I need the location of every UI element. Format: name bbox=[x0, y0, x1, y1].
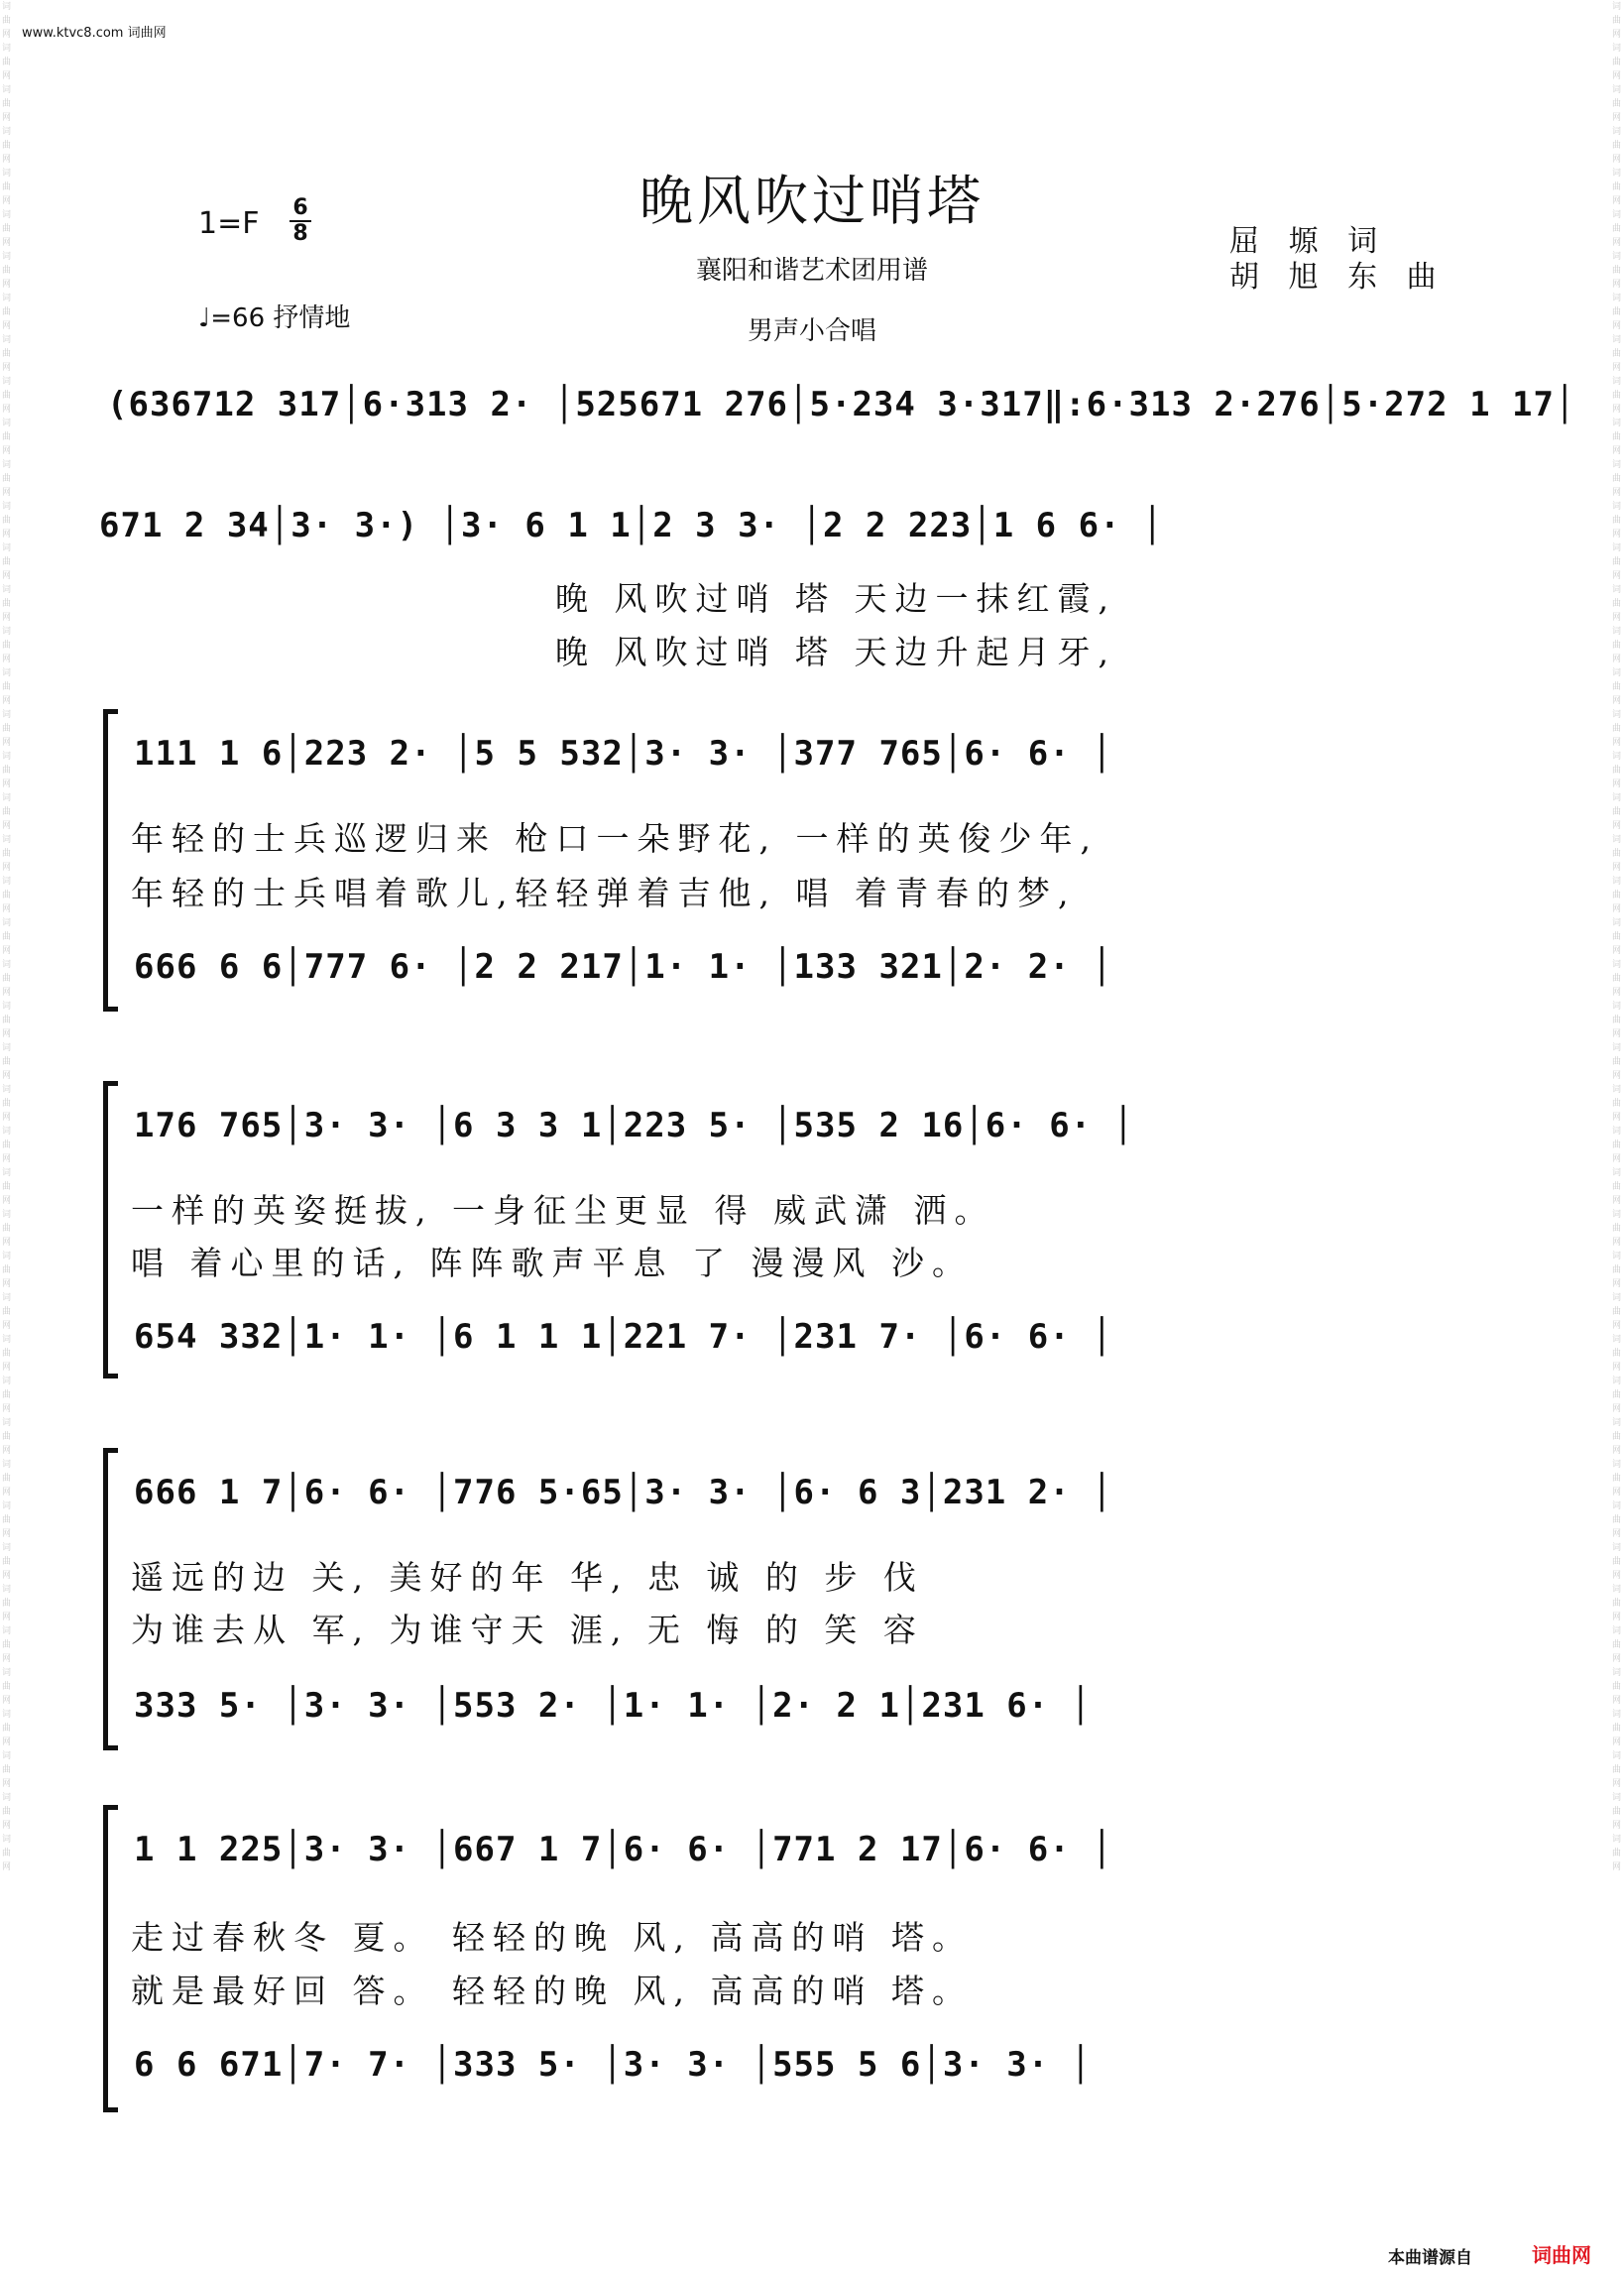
system-6-brace bbox=[103, 1805, 118, 2112]
key-signature: 1=F bbox=[198, 206, 260, 241]
time-signature bbox=[290, 196, 311, 246]
system-5-brace bbox=[103, 1448, 118, 1750]
system-3-brace bbox=[103, 709, 118, 1012]
system-4-lyrics-1: 一样的英姿挺拔, 一身征尘更显 得 威武潇 洒。 bbox=[131, 1191, 995, 1230]
meter-bottom: 8 bbox=[290, 220, 311, 246]
composer: 胡 旭 东 曲 bbox=[1229, 260, 1447, 295]
system-6-melody: 1 1 225│3· 3· │667 1 7│6· 6· │771 2 17│6· 6· │ bbox=[134, 1830, 1113, 1869]
side-watermark: 词曲网词曲网词曲网词曲网词曲网词曲网词曲网词曲网词曲网词曲网词曲网词曲网词曲网词曲网词曲网词曲网词曲网词曲网词曲网词曲网词曲网词曲网词曲网词曲网词曲网词曲网词曲网词曲网词曲网词曲网词曲网词曲网词曲网词曲网词曲网词曲网词曲网词曲网词曲网词曲网词曲网词曲网词曲网词曲网词曲网 bbox=[1612, 2, 1622, 1872]
lyricist: 屈 塬 词 bbox=[1229, 224, 1388, 259]
system-6-harmony: 6 6 671│7· 7· │333 5· │3· 3· │555 5 6│3· 3· │ bbox=[134, 2045, 1093, 2085]
site-url[interactable]: www.ktvc8.com 词曲网 bbox=[22, 26, 167, 41]
meter-top: 6 bbox=[292, 195, 308, 220]
system-5-lyrics-2: 为谁去从 军, 为谁守天 涯, 无 悔 的 笑 容 bbox=[131, 1611, 924, 1649]
system-3-harmony: 666 6 6│777 6· │2 2 217│1· 1· │133 321│2· 2· │ bbox=[134, 947, 1113, 987]
system-4-harmony: 654 332│1· 1· │6 1 1 1│221 7· │231 7· │6· 6· │ bbox=[134, 1317, 1113, 1357]
system-6-lyrics-1: 走过春秋冬 夏。 轻轻的晚 风, 高高的哨 塔。 bbox=[131, 1918, 973, 1957]
footer-source: 本曲谱源自 bbox=[1388, 2248, 1472, 2268]
system-4-brace bbox=[103, 1081, 118, 1378]
system-1-notes: (636712 317│6·313 2· │525671 276│5·234 3·317‖:6·313 2·276│5·272 1 17│ bbox=[107, 385, 1576, 424]
footer-brand-link[interactable]: 词曲网 bbox=[1532, 2243, 1591, 2267]
side-watermark: 词曲网词曲网词曲网词曲网词曲网词曲网词曲网词曲网词曲网词曲网词曲网词曲网词曲网词曲网词曲网词曲网词曲网词曲网词曲网词曲网词曲网词曲网词曲网词曲网词曲网词曲网词曲网词曲网词曲网词曲网词曲网词曲网词曲网词曲网词曲网词曲网词曲网词曲网词曲网词曲网词曲网词曲网词曲网词曲网词曲网 bbox=[2, 2, 12, 1872]
system-6-lyrics-2: 就是最好回 答。 轻轻的晚 风, 高高的哨 塔。 bbox=[131, 1972, 973, 2010]
system-5-lyrics-1: 遥远的边 关, 美好的年 华, 忠 诚 的 步 伐 bbox=[131, 1558, 924, 1597]
system-4-melody: 176 765│3· 3· │6 3 3 1│223 5· │535 2 16│6· 6· │ bbox=[134, 1106, 1135, 1145]
voice-type: 男声小合唱 bbox=[747, 316, 876, 346]
system-3-lyrics-2: 年轻的士兵唱着歌儿,轻轻弹着吉他, 唱 着青春的梦, bbox=[131, 874, 1077, 912]
system-4-lyrics-2: 唱 着心里的话, 阵阵歌声平息 了 漫漫风 沙。 bbox=[131, 1244, 973, 1282]
organization: 襄阳和谐艺术团用谱 bbox=[695, 256, 928, 286]
tempo-marking: ♩=66 抒情地 bbox=[198, 303, 351, 333]
system-3-lyrics-1: 年轻的士兵巡逻归来 枪口一朵野花, 一样的英俊少年, bbox=[131, 819, 1099, 858]
system-2-lyrics-2: 晚 风吹过哨 塔 天边升起月牙, bbox=[555, 633, 1116, 671]
song-title: 晚风吹过哨塔 bbox=[639, 170, 985, 232]
system-3-melody: 111 1 6│223 2· │5 5 532│3· 3· │377 765│6· 6· │ bbox=[134, 734, 1113, 774]
system-5-melody: 666 1 7│6· 6· │776 5·65│3· 3· │6· 6 3│231 2· │ bbox=[134, 1473, 1113, 1512]
system-2-notes: 671 2 34│3· 3·) │3· 6 1 1│2 3 3· │2 2 223│1 6 6· │ bbox=[99, 506, 1164, 545]
system-5-harmony: 333 5· │3· 3· │553 2· │1· 1· │2· 2 1│231 6· │ bbox=[134, 1686, 1093, 1726]
system-2-lyrics-1: 晚 风吹过哨 塔 天边一抹红霞, bbox=[555, 579, 1116, 618]
credits bbox=[1229, 224, 1447, 296]
